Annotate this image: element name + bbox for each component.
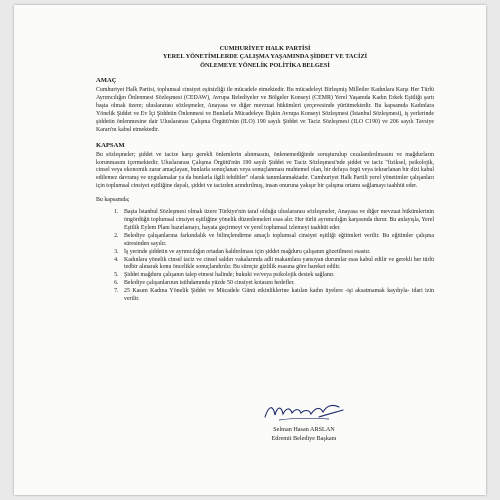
section-paragraph-amac: Cumhuriyet Halk Partisi, toplumsal cinsiyet eşitsizliği ile mücadele etmektedir. Bu mücadeleyi Birleşmiş Milletler Kadınlara Karşı Her Türlü Ayrımcılığın Önlenmesi Sözleşmesi (CEDAW), Avrupa Belediyeler ve Bölgeler Konseyi (CEMR) Yerel Yaşamda Kadın Erkek Eşitliği şartı başta olmak üzere; uluslararası sözleşmeler, Anayasa ve diğer mevzuat hükümleri çerçevesinde yürütmektedir. Bu kapsamda Kadınlara Yönelik Şiddet ve Ev İçi Şiddetin Önlenmesi ve Bunlarla Mücadeleye İlişkin Avrupa Konseyi Sözleşmesi (İstanbul Sözleşmesi), iş yerlerinde şiddetin önlenmesine dair Uluslararası Çalışma Örgütü'nün (ILO) 190 sayılı Şiddet ve Taciz Sözleşmesi (ILO C190) ve 206 sayılı Tavsiye Kararı'nı kabul etmektedir. <box>96 87 434 133</box>
signatory-name: Selman Hasan ARSLAN <box>273 426 335 433</box>
list-item: 2. Belediye çalışanlarına farkındalık ve bilinçlendirme amaçlı toplumsal cinsiyet eşitliği eğitimleri verilir. Bu eğitimler çalışma süresinden sayılır. <box>120 233 434 249</box>
list-item: 1. Başta İstanbul Sözleşmesi olmak üzere Türkiye'nin taraf olduğu uluslararası sözleşmeler, Anayasa ve diğer mevzuat hükümlerinin öngördüğü toplumsal cinsiyet eşitliğine yönelik düzenlemeleri esas alır. Her türlü ayrımcılığın karşısında durur. Bu anlayışla, Yerel Eşitlik Eylem Planı hazırlamayı, hayata geçirmeyi ve yerel toplumsal izlemeyi taahhüt eder. <box>120 209 434 233</box>
section-heading-amac: AMAÇ <box>96 77 117 85</box>
section-paragraph-kapsam: Bu sözleşmeler; şiddet ve tacize karşı gerekli önlemlerin alınmasını, önlenemediğinde soruşturulup cezalandırılmasını ve mağdurların korunmasını içermektedir. Uluslararası Çalışma Örgütü'nün 190 sayılı Şiddet ve Taciz Sözleşmesi'nde şiddet ve taciz "fiziksel, psikolojik, cinsel veya ekonomik zarar amaçlayan, bunlarla sonuçlanan veya sonuçlanması muhtemel olan, bir defaya örgü veya tekrarlanan bir dizi kabul edilemez davranış ve uygulamalar ya da bunlarla ilgili tehditler" olarak tanımlanmaktadır. Cumhuriyet Halk Partili yerel yönetimler çalışanları için toplumsal cinsiyet eşitliğine dayalı, şiddet ve tacizden arındırılmış, insan onuruna yakışır bir çalışma ortamı sağlamayı taahhüt eder. <box>96 151 434 190</box>
title-line: ÖNLEMEYE YÖNELİK POLİTİKA BELGESİ <box>200 61 330 69</box>
commitment-list <box>96 209 434 304</box>
document-content <box>96 45 434 304</box>
title-line: YEREL YÖNETİMLERDE ÇALIŞMA YAŞAMINDA ŞİDDET VE TACİZİ <box>162 53 368 61</box>
list-item: 5. Şiddet mağduru çalışanın talep etmesi halinde; hukuki ve/veya psikolojik destek sağlanır. <box>120 272 434 280</box>
list-item: 6. Belediye çalışanlarının istihdamında yüzde 50 cinsiyet kotasını hedefler. <box>120 280 434 288</box>
list-item: 7. 25 Kasım Kadına Yönelik Şiddet ve Mücadele Günü etkinliklerine katılan kadın üyelere -işi aksatmamak kaydıyla- idari izin verilir. <box>120 288 434 304</box>
signatory-role: Edremit Belediye Başkanı <box>271 435 337 442</box>
document-page <box>14 5 486 495</box>
list-item: 3. İş yerinde şiddetin ve ayrımcılığın ortadan kaldırılması için şiddet mağduru çalışanın gözetilmesi esastır. <box>120 249 434 257</box>
section-heading-kapsam: KAPSAM <box>96 141 125 149</box>
list-intro: Bu kapsamda; <box>96 197 130 204</box>
document-title <box>96 45 434 70</box>
title-line: CUMHURİYET HALK PARTİSİ <box>219 45 311 52</box>
list-item: 4. Kadınlara yönelik cinsel taciz ve cinsel saldırı vakalarında adli makamlara yansıyan durumlar esas kabul edilir ve gerekli her türlü tedbir alınarak konu öncelikle sonuçlandırılır. Bu süreçte gizlilik esasına göre hareket edilir. <box>120 257 434 273</box>
signature-block <box>234 399 374 443</box>
handwritten-signature <box>259 399 349 425</box>
